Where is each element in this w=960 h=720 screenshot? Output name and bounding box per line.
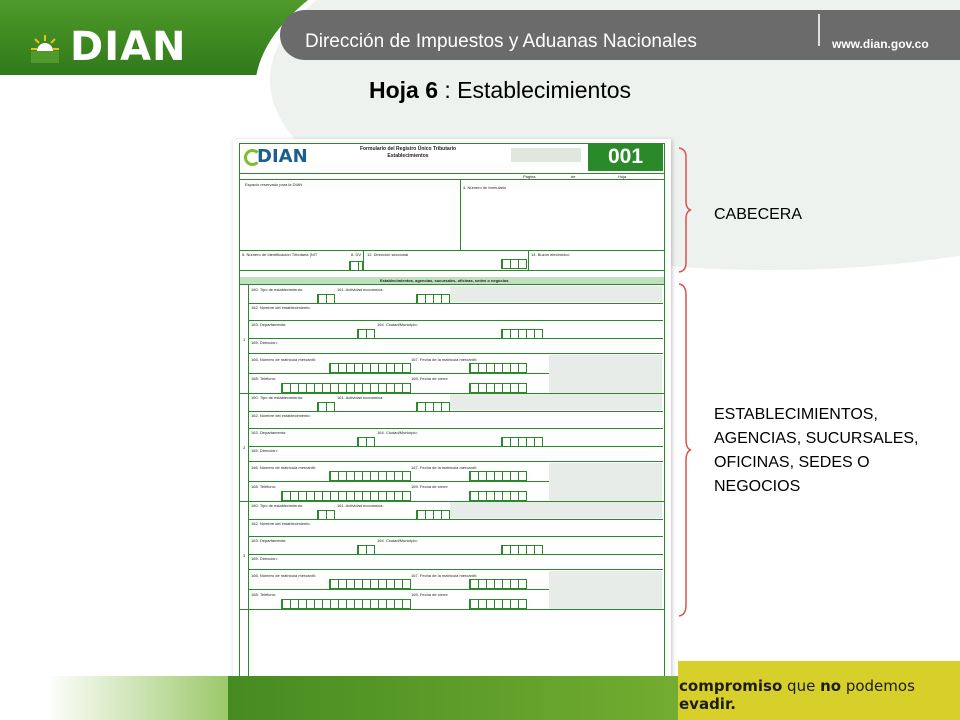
matricula-label: 166. Número de matrícula mercantil: <box>251 573 316 578</box>
form-row-line <box>249 446 663 447</box>
cabecera-label: CABECERA <box>714 206 803 223</box>
form-vline <box>460 180 461 250</box>
dian-logo-text[interactable]: DIAN <box>70 24 187 70</box>
de-label: de <box>571 174 576 179</box>
form-cells <box>469 579 527 589</box>
form-title-line2: Establecimientos <box>387 153 429 159</box>
block-index: 2 <box>243 445 246 450</box>
form-cells <box>329 363 411 373</box>
form-cells <box>469 363 527 373</box>
tipo-label: 160. Tipo de establecimiento: <box>251 395 304 400</box>
ciudad-label: 164. Ciudad/Municipio: <box>377 430 418 435</box>
form-row-line <box>249 519 663 520</box>
numero-formulario-label: 4. Número de formulario <box>463 185 507 190</box>
matricula-label: 166. Número de matrícula mercantil: <box>251 465 316 470</box>
header-banner <box>0 0 960 75</box>
form-row-line <box>249 338 663 339</box>
depto-label: 163. Departamento: <box>251 538 287 543</box>
form-image <box>233 139 671 714</box>
form-row-line <box>249 411 663 412</box>
footer-fade <box>0 676 228 720</box>
espacio-dian-label: Espacio reservado para la DIAN <box>245 182 303 187</box>
section-band-text: Establecimientos, agencias, sucursales, oficinas, sedes o negocios <box>380 278 509 283</box>
direccion-label: 165. Dirección: <box>251 448 278 453</box>
section-band <box>240 277 664 285</box>
form-row-line <box>249 589 549 590</box>
actividad-label: 161. Actividad económica: <box>337 395 384 400</box>
matricula-label: 166. Número de matrícula mercantil: <box>251 357 316 362</box>
form-line <box>240 250 664 251</box>
form-line <box>240 179 664 180</box>
tipo-label: 160. Tipo de establecimiento: <box>251 503 304 508</box>
banner-divider <box>818 14 820 46</box>
slide-title-bold: Hoja 6 <box>368 77 438 103</box>
form-row-line <box>240 609 664 610</box>
form-cells <box>469 491 527 501</box>
form-vline <box>363 250 364 270</box>
form-row-line <box>249 481 549 482</box>
form-cells <box>469 383 527 393</box>
fecha-cierre-label: 169. Fecha de cierre <box>411 376 448 381</box>
telefono-label: 168. Teléfono: <box>251 592 277 597</box>
telefono-label: 168. Teléfono: <box>251 376 277 381</box>
slogan-part3: no <box>820 677 842 695</box>
form-cells <box>329 579 411 589</box>
hoja-label: Hoja <box>618 174 627 179</box>
gray-area <box>450 286 662 302</box>
form-cells <box>281 491 411 501</box>
actividad-label: 161. Actividad económica: <box>337 287 384 292</box>
form-row-line <box>249 320 663 321</box>
form-row-line <box>249 373 549 374</box>
slogan-part2: que <box>782 677 821 695</box>
depto-label: 163. Departamento: <box>251 322 287 327</box>
form-cells <box>329 471 411 481</box>
cabecera-brace <box>678 147 692 273</box>
form-row-line <box>249 428 663 429</box>
gray-area <box>450 394 662 410</box>
form-line <box>240 270 664 271</box>
establecimientos-label: ESTABLECIMIENTOS, AGENCIAS, SUCURSALES, OFICINAS, SEDES O NEGOCIOS <box>714 406 919 495</box>
actividad-label: 161. Actividad económica: <box>337 503 384 508</box>
muisca-logo <box>511 148 581 162</box>
gray-area <box>549 571 662 609</box>
fecha-matricula-label: 167. Fecha de la matrícula mercantil: <box>411 357 477 362</box>
gray-area <box>450 502 662 518</box>
form-cells <box>469 471 527 481</box>
buzon-label: 14. Buzón electrónico <box>531 252 570 257</box>
establecimientos-brace <box>678 283 692 617</box>
slogan-part1: compromiso <box>679 677 783 695</box>
fecha-matricula-label: 167. Fecha de la matrícula mercantil: <box>411 573 477 578</box>
direccion-label: 165. Dirección: <box>251 340 278 345</box>
form-row-line <box>249 536 663 537</box>
form-vline <box>248 285 249 700</box>
slogan-part4: podemos <box>841 677 915 695</box>
nombre-label: 162. Nombre del establecimiento: <box>251 305 311 310</box>
pagina-label: Página <box>523 174 536 179</box>
footer-slogan <box>679 677 960 713</box>
nit-label: 5. Número de Identificación Tributaria (NIT <box>242 252 318 257</box>
banner-url[interactable]: www.dian.gov.co <box>832 37 929 51</box>
telefono-label: 168. Teléfono: <box>251 484 277 489</box>
block-index: 3 <box>243 553 246 558</box>
dv-label: 6. DV <box>351 252 362 257</box>
form-row-line <box>249 569 663 570</box>
tipo-label: 160. Tipo de establecimiento: <box>251 287 304 292</box>
gray-area <box>549 463 662 501</box>
form-number: 001 <box>588 143 663 171</box>
form-row-line <box>249 554 663 555</box>
slide-title-rest: : Establecimientos <box>438 77 632 103</box>
form-cells <box>501 259 527 269</box>
ciudad-label: 164. Ciudad/Municipio: <box>377 322 418 327</box>
form-row-line <box>249 303 663 304</box>
block-index: 1 <box>243 337 246 342</box>
form-logo-text: DIAN <box>257 146 308 167</box>
form-frame <box>239 143 665 701</box>
form-title <box>348 146 468 160</box>
ciudad-label: 164. Ciudad/Municipio: <box>377 538 418 543</box>
fecha-cierre-label: 169. Fecha de cierre <box>411 592 448 597</box>
fecha-cierre-label: 169. Fecha de cierre <box>411 484 448 489</box>
form-row-line <box>249 353 663 354</box>
dian-sun-icon <box>30 33 60 63</box>
form-cells <box>281 383 411 393</box>
nombre-label: 162. Nombre del establecimiento: <box>251 413 311 418</box>
form-cells <box>469 599 527 609</box>
direccion-seccional-label: 12. Dirección seccional <box>367 252 409 257</box>
slide-title <box>0 77 960 104</box>
depto-label: 163. Departamento: <box>251 430 287 435</box>
form-row-line <box>249 461 663 462</box>
nombre-label: 162. Nombre del establecimiento: <box>251 521 311 526</box>
direccion-label: 165. Dirección: <box>251 556 278 561</box>
form-vline <box>528 250 529 270</box>
banner-title: Dirección de Impuestos y Aduanas Nacionales <box>305 31 697 52</box>
form-title-line1: Formulario del Registro Único Tributario <box>359 146 457 152</box>
gray-area <box>549 355 662 393</box>
form-cells <box>281 599 411 609</box>
slogan-part5: evadir. <box>679 695 736 713</box>
fecha-matricula-label: 167. Fecha de la matrícula mercantil: <box>411 465 477 470</box>
